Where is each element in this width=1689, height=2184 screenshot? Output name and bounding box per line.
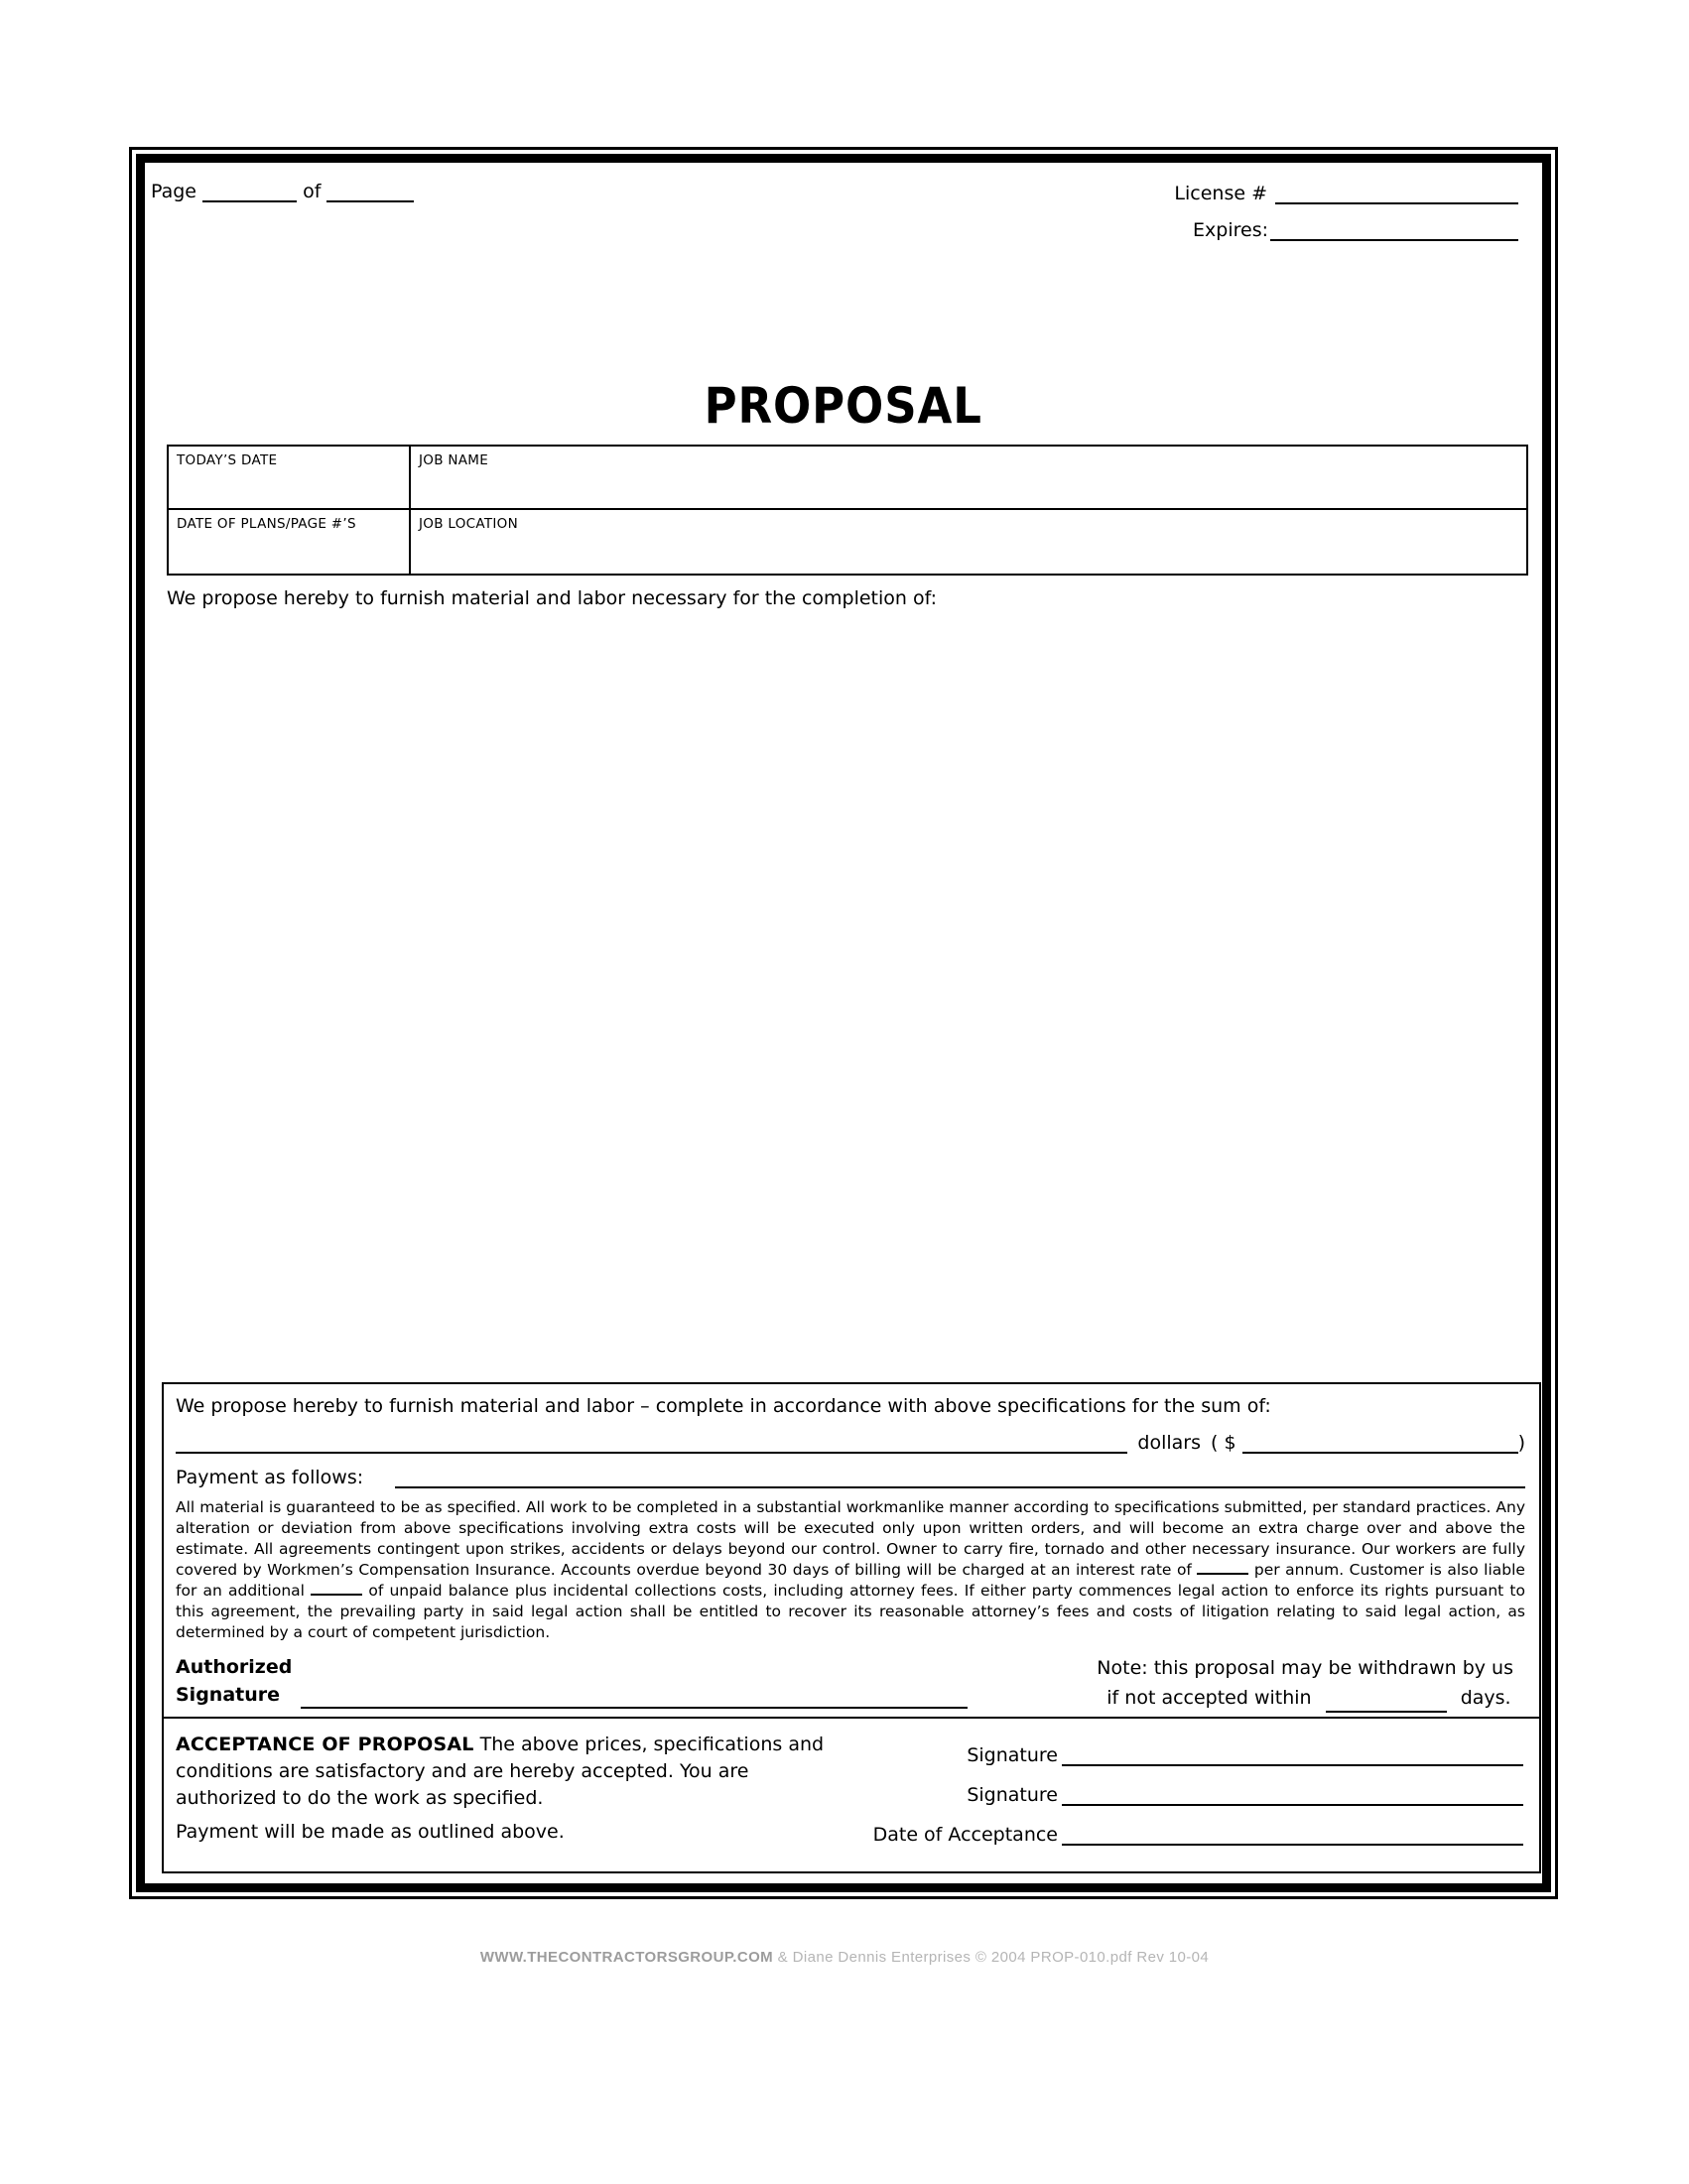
date-of-acceptance-field[interactable]	[1062, 1824, 1523, 1846]
note-line-1: Note: this proposal may be withdrawn by us	[1097, 1656, 1513, 1679]
authorized-signature-row	[176, 1653, 1525, 1713]
date-of-plans-label: DATE OF PLANS/PAGE #’S	[177, 516, 356, 532]
footer-credits: & Diane Dennis Enterprises © 2004 PROP-010.pdf Rev 10-04	[777, 1949, 1210, 1966]
sum-box	[162, 1382, 1541, 1719]
dollar-paren-open: ( $	[1211, 1432, 1236, 1454]
payment-row	[176, 1467, 1525, 1488]
footer-site: WWW.THECONTRACTORSGROUP.COM	[479, 1949, 774, 1966]
job-info-table	[167, 445, 1528, 576]
expires-date-field[interactable]	[1270, 219, 1518, 241]
work-description-area[interactable]	[167, 621, 1522, 1375]
expires-label: Expires:	[1193, 219, 1268, 241]
terms-part-1: All material is guaranteed to be as specified. All work to be completed in a substantial workmanlike manner according to specifications submitted, per standard practices. Any alteration or deviation from above specifications involving extra costs will be executed only upon written orders, and will become an extra charge over and above the estimate. All agreements contingent upon strikes, accidents or delays beyond our control. Owner to carry fire, tornado and other necessary insurance. Our workers are fully covered by Workmen’s Compensation Insurance. Accounts overdue beyond 30 days of billing will be charged at an interest rate of	[176, 1498, 1525, 1580]
date-of-plans-cell[interactable]	[169, 510, 411, 574]
acceptance-payment-line: Payment will be made as outlined above.	[176, 1821, 565, 1843]
todays-date-label: TODAY’S DATE	[177, 452, 278, 468]
authorized-signature-field[interactable]	[301, 1687, 968, 1709]
license-label: License #	[1174, 183, 1267, 204]
signature-label: Signature	[176, 1683, 281, 1706]
job-name-cell[interactable]	[411, 447, 1526, 510]
acceptance-days-field[interactable]	[1326, 1691, 1447, 1713]
payment-terms-field[interactable]	[395, 1467, 1525, 1488]
interest-rate-field[interactable]	[1197, 1561, 1248, 1575]
acceptance-heading: ACCEPTANCE OF PROPOSAL	[176, 1734, 474, 1755]
terms-part-3: of unpaid balance plus incidental collections costs, including attorney fees. If either party commences legal action to enforce its rights pursuant to this agreement, the prevailing party in said legal action shall be entitled to recover its reasonable attorney’s fees and costs of litigation relating to said legal action, as determined by a court of competent jurisdiction.	[176, 1582, 1525, 1642]
payment-label: Payment as follows:	[176, 1467, 364, 1488]
acceptance-box	[162, 1717, 1541, 1873]
job-location-cell[interactable]	[411, 510, 1526, 574]
acceptance-text-block	[176, 1732, 831, 1846]
signature-2-field[interactable]	[1062, 1784, 1523, 1806]
acceptance-signature-block	[873, 1744, 1523, 1846]
total-pages-field[interactable]	[326, 181, 414, 202]
sum-statement: We propose hereby to furnish material and labor – complete in accordance with above specifications for the sum of:	[176, 1395, 1271, 1417]
page-number-field[interactable]	[202, 181, 297, 202]
terms-paragraph	[176, 1497, 1525, 1644]
signature-1-label: Signature	[967, 1744, 1058, 1766]
title-wrap	[145, 377, 1542, 435]
dollar-paren-close: )	[1517, 1432, 1525, 1454]
withdrawal-note	[1097, 1653, 1525, 1713]
signature-1-field[interactable]	[1062, 1744, 1523, 1766]
authorized-signature-block	[176, 1653, 968, 1713]
page-frame	[129, 147, 1558, 1899]
page-label: Page	[151, 181, 196, 202]
of-label: of	[303, 181, 322, 202]
footer	[0, 1949, 1689, 1966]
page-frame-inner	[136, 154, 1551, 1892]
dollars-label: dollars	[1137, 1432, 1202, 1454]
authorized-label: Authorized	[176, 1655, 293, 1678]
page-numbering	[151, 181, 414, 202]
date-of-acceptance-label: Date of Acceptance	[872, 1824, 1058, 1846]
proposal-intro-line: We propose hereby to furnish material and labor necessary for the completion of:	[167, 587, 938, 609]
amount-words-field[interactable]	[176, 1432, 1127, 1454]
page-title: PROPOSAL	[704, 377, 983, 435]
amount-numeric-field[interactable]	[1242, 1432, 1518, 1454]
signature-2-label: Signature	[967, 1784, 1058, 1806]
note-line-2-post: days.	[1460, 1686, 1511, 1709]
job-location-label: JOB LOCATION	[419, 516, 518, 532]
note-line-2-pre: if not accepted within	[1106, 1686, 1312, 1709]
license-number-field[interactable]	[1275, 183, 1518, 204]
sum-amount-row	[176, 1432, 1525, 1454]
terms-part-2: per annum. Customer is also liable for an additional	[176, 1561, 1525, 1601]
license-block	[1174, 183, 1518, 256]
acceptance-body: The above prices, specifications and conditions are satisfactory and are hereby accepted. You are authorized to do the work as specified.	[176, 1734, 825, 1809]
additional-percent-field[interactable]	[311, 1582, 362, 1596]
job-name-label: JOB NAME	[419, 452, 489, 468]
todays-date-cell[interactable]	[169, 447, 411, 510]
